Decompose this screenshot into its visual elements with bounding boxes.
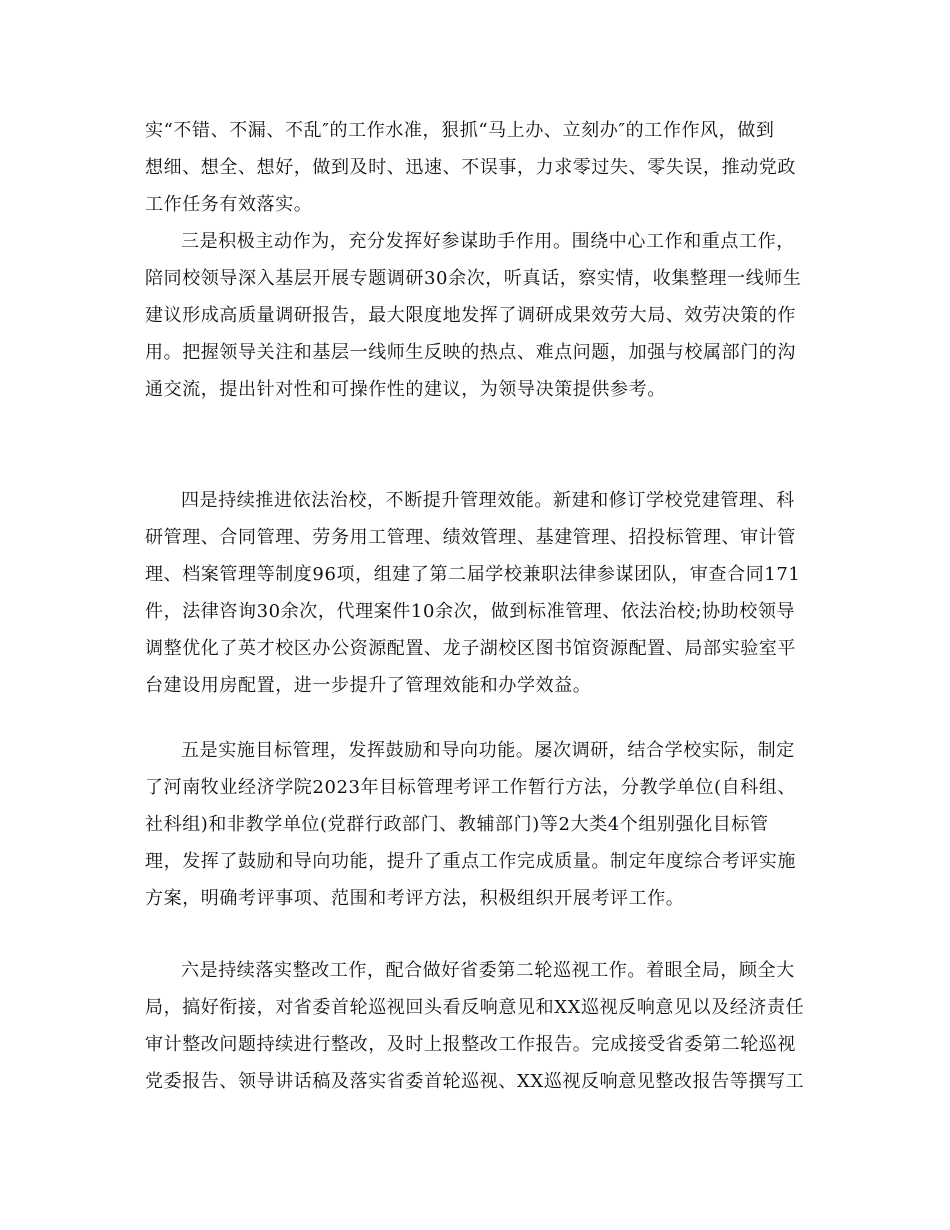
paragraph-line: 建议形成高质量调研报告，最大限度地发挥了调研成果效劳大局、效劳决策的作 (145, 305, 796, 326)
paragraph-line: 了河南牧业经济学院2023年目标管理考评工作暂行方法，分教学单位(自科组、 (145, 777, 797, 798)
paragraph-2 (145, 223, 810, 408)
paragraph-line: 方案，明确考评事项、范围和考评方法，积极组织开展考评工作。 (145, 888, 685, 909)
paragraph-4 (145, 732, 810, 917)
paragraph-line: 工作任务有效落实。 (145, 194, 313, 215)
paragraph-line: 审计整改问题持续进行整改，及时上报整改工作报告。完成接受省委第二轮巡视 (145, 1034, 796, 1055)
paragraph-line: 六是持续落实整改工作，配合做好省委第二轮巡视工作。着眼全局，顾全大 (181, 960, 795, 981)
paragraph-5 (145, 952, 810, 1100)
paragraph-line: 台建设用房配置，进一步提升了管理效能和办学效益。 (145, 675, 592, 696)
paragraph-line: 用。把握领导关注和基层一线师生反映的热点、难点问题，加强与校属部门的沟 (145, 342, 796, 363)
paragraph-line: 实“不错、不漏、不乱″的工作水准，狠抓“马上办、立刻办″的工作作风，做到 (145, 120, 775, 141)
paragraph-line: 四是持续推进依法治校，不断提升管理效能。新建和修订学校党建管理、科 (181, 490, 795, 511)
paragraph-line: 研管理、合同管理、劳务用工管理、绩效管理、基建管理、招投标管理、审计管 (145, 527, 796, 548)
paragraph-line: 想细、想全、想好，做到及时、迅速、不误事，力求零过失、零失误，推动党政 (145, 157, 796, 178)
paragraph-line: 陪同校领导深入基层开展专题调研30余次，听真话，察实情，收集整理一线师生 (145, 268, 802, 289)
paragraph-line: 通交流，提出针对性和可操作性的建议，为领导决策提供参考。 (145, 379, 666, 400)
paragraph-line: 五是实施目标管理，发挥鼓励和导向功能。屡次调研，结合学校实际，制定 (181, 740, 795, 761)
paragraph-line: 理、档案管理等制度96项，组建了第二届学校兼职法律参谋团队，审查合同171 (145, 564, 801, 585)
paragraph-line: 三是积极主动作为，充分发挥好参谋助手作用。围绕中心工作和重点工作， (181, 231, 795, 252)
paragraph-line: 党委报告、领导讲话稿及落实省委首轮巡视、XX巡视反响意见整改报告等撰写工 (145, 1071, 805, 1092)
paragraph-3 (145, 482, 810, 704)
paragraph-line: 局，搞好衔接，对省委首轮巡视回头看反响意见和XX巡视反响意见以及经济责任 (145, 997, 805, 1018)
paragraph-line: 社科组)和非教学单位(党群行政部门、教辅部门)等2大类4个组别强化目标管 (145, 814, 769, 835)
paragraph-1 (145, 112, 810, 223)
paragraph-line: 调整优化了英才校区办公资源配置、龙子湖校区图书馆资源配置、局部实验室平 (145, 638, 796, 659)
paragraph-line: 件，法律咨询30余次，代理案件10余次，做到标准管理、依法治校;协助校领导 (145, 601, 796, 622)
paragraph-line: 理，发挥了鼓励和导向功能，提升了重点工作完成质量。制定年度综合考评实施 (145, 851, 796, 872)
